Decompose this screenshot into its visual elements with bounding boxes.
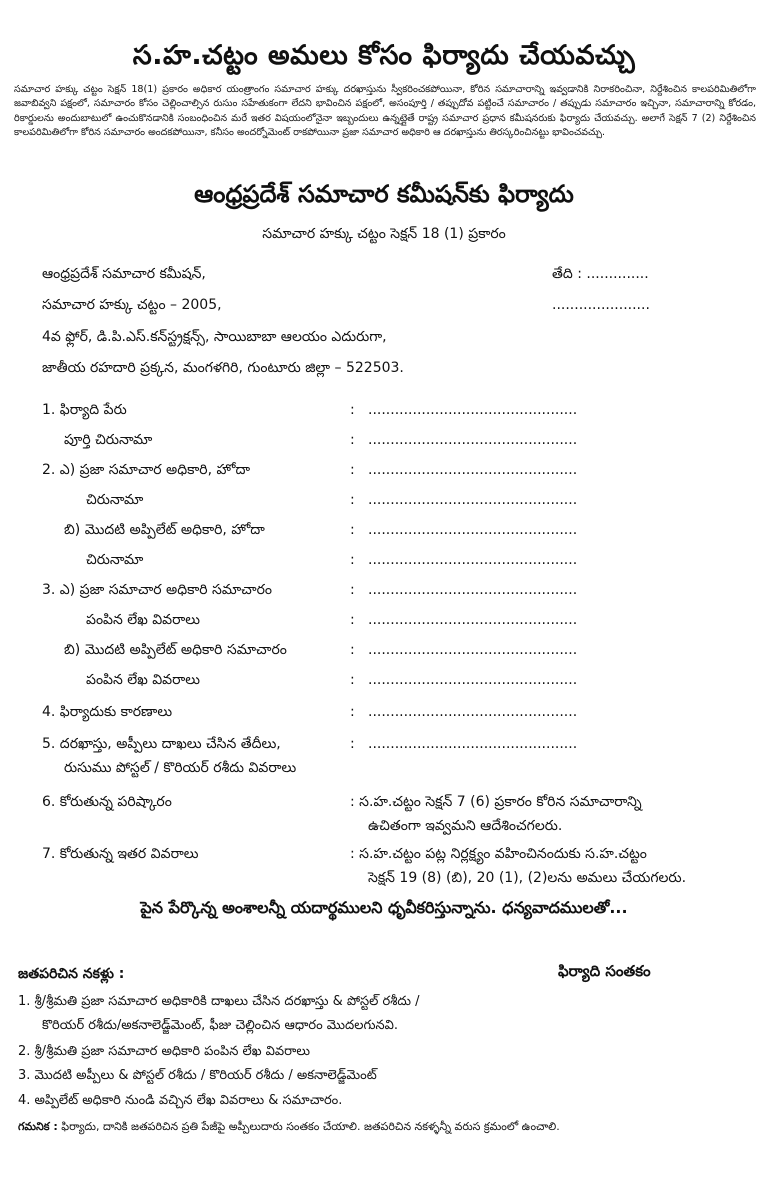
section-subtitle: సమాచార హక్కు చట్టం సెక్షన్ 18 (1) ప్రకారం xyxy=(262,226,506,242)
appellate-letter-field[interactable]: ............................................... xyxy=(368,672,578,688)
pio-info-field[interactable]: ............................................... xyxy=(368,582,578,598)
enclosure-item-1: 1. శ్రీ/శ్రీమతి ప్రజా సమాచార అధికారికి దాఖలు చేసిన దరఖాస్తు & పోస్టల్ రశీదు / xyxy=(18,994,420,1009)
appellate-designation-field[interactable]: ............................................... xyxy=(368,522,578,538)
signature-label: ఫిర్యాది సంతకం xyxy=(558,962,651,980)
address-line-1: ఆంధ్రప్రదేశ్ సమాచార కమీషన్, xyxy=(42,266,206,282)
other-details-value-1: : స.హ.చట్టం పట్ల నిర్లక్ష్యం వహించినందుకు స.హ.చట్టం xyxy=(350,846,647,862)
address-line-4: జాతీయ రహదారి ప్రక్కన, మంగళగిరి, గుంటూరు జిల్లా – 522503. xyxy=(42,360,404,376)
pio-address-label: చిరునామా xyxy=(86,492,144,508)
complaint-reasons-label: 4. ఫిర్యాదుకు కారణాలు xyxy=(42,704,173,720)
appellate-designation-label: బి) మొదటి అప్పిలేట్ అధికారి, హోదా xyxy=(64,522,265,538)
relief-sought-label: 6. కోరుతున్న పరిష్కారం xyxy=(42,794,172,810)
address-line-2: సమాచార హక్కు చట్టం – 2005, xyxy=(42,297,222,313)
row-colon: : xyxy=(350,672,355,688)
complainant-name-label: 1. ఫిర్యాది పేరు xyxy=(42,402,127,418)
pio-letter-field[interactable]: ............................................... xyxy=(368,612,578,628)
complaint-reasons-field[interactable]: ............................................... xyxy=(368,704,578,720)
other-details-label: 7. కోరుతున్న ఇతర వివరాలు xyxy=(42,846,199,862)
row-colon: : xyxy=(350,552,355,568)
enclosure-item-2: 2. శ్రీ/శ్రీమతి ప్రజా సమాచార అధికారి పంపిన లేఖ వివరాలు xyxy=(18,1044,311,1059)
main-title: స.హ.చట్టం అమలు కోసం ఫిర్యాదు చేయవచ్చు xyxy=(132,40,636,71)
note-label: గమనిక : xyxy=(18,1120,58,1133)
row-colon: : xyxy=(350,704,355,720)
row-colon: : xyxy=(350,736,355,752)
complainant-address-field[interactable]: ............................................... xyxy=(368,432,578,448)
enclosure-item-3: 3. మొదటి అప్పీలు & పోస్టల్ రశీదు / కొరియర్ రశీదు / అకనాలెడ్జ్‌మెంట్ xyxy=(18,1068,377,1083)
row-colon: : xyxy=(350,492,355,508)
address-line-3: 4వ ఫ్లోర్, డి.పి.ఎస్.కన్‌స్ట్రక్షన్స్, సాయిబాబా ఆలయం ఎదురుగా, xyxy=(42,329,387,345)
pio-designation-field[interactable]: ............................................... xyxy=(368,462,578,478)
row-colon: : xyxy=(350,402,355,418)
date-blank[interactable]: ...................... xyxy=(552,297,650,313)
appellate-info-label: బి) మొదటి అప్పిలేట్ అధికారి సమాచారం xyxy=(64,642,287,658)
row-colon: : xyxy=(350,462,355,478)
intro-paragraph: సమాచార హక్కు చట్టం సెక్షన్ 18(1) ప్రకారం అధికార యంత్రాంగం సమాచార హక్కు దరఖాస్తును స్వీకరించకపోయినా, కోరిన సమాచారాన్ని ఇవ్వడానికి నిరాకరించినా, నిర్దేశించిన కాలపరిమితిలోగా జవాబివ్వని పక్షంలో, సమాచారం కోసం చెల్లించాల్సిన రుసుం సహేతుకంగా లేదని భావించిన పక్షంలో, అసంపూర్తి / తప్పుదోవ పట్టించే సమాచారం / తప్పుడు సమాచారం ఇచ్చినా, సమాచారాన్ని కోరడం, రికార్డులను అందుబాటులో ఉంచుకొనడానికి సంబంధించిన మరే ఇతర విషయంలోనైనా ఇబ్బందులు ఉన్నట్లైతే రాష్ట్ర సమాచార ప్రధాన కమీషనరుకు ఫిర్యాదు చేయవచ్చు. అలాగే సెక్షన్ 7 (2) నిర్దేశించిన కాలపరిమితిలోగా కోరిన సమాచారం అందకపోయినా, కనీసం అందర్నోమెంట్ రాకపోయినా ప్రజా సమాచార అధికారి ఆ దరఖాస్తును తిరస్కరించినట్టు భావించవచ్చు. xyxy=(14,84,756,139)
other-details-value-2: సెక్షన్ 19 (8) (బి), 20 (1), (2)లను అమలు చేయగలరు. xyxy=(368,870,687,886)
appellate-address-field[interactable]: ............................................... xyxy=(368,552,578,568)
pio-letter-label: పంపిన లేఖ వివరాలు xyxy=(86,612,201,628)
filing-dates-label: 5. దరఖాస్తు, అప్పీలు దాఖలు చేసిన తేదీలు, xyxy=(42,736,281,752)
row-colon: : xyxy=(350,612,355,628)
pio-designation-label: 2. ఎ) ప్రజా సమాచార అధికారి, హోదా xyxy=(42,462,251,478)
pio-info-label: 3. ఎ) ప్రజా సమాచార అధికారి సమాచారం xyxy=(42,582,272,598)
appellate-info-field[interactable]: ............................................... xyxy=(368,642,578,658)
commission-title: ఆంధ్రప్రదేశ్ సమాచార కమీషన్‌కు ఫిర్యాదు xyxy=(194,180,574,208)
receipt-details-label: రుసుము పోస్టల్ / కొరియర్ రశీదు వివరాలు xyxy=(64,760,297,776)
enclosures-heading: జతపరిచిన నకళ్లు : xyxy=(18,966,125,982)
complainant-address-label: పూర్తి చిరునామా xyxy=(64,432,153,448)
relief-sought-value-2: ఉచితంగా ఇవ్వమని ఆదేశించగలరు. xyxy=(368,818,563,834)
row-colon: : xyxy=(350,582,355,598)
enclosure-item-4: 4. అప్పిలేట్ అధికారి నుండి వచ్చిన లేఖ వివరాలు & సమాచారం. xyxy=(18,1093,343,1108)
relief-sought-value-1: : స.హ.చట్టం సెక్షన్ 7 (6) ప్రకారం కోరిన సమాచారాన్ని xyxy=(350,794,642,810)
note-text: ఫిర్యాదు, దానికి జతపరిచిన ప్రతి పేజీపై అప్పీలుదారు సంతకం చేయాలి. జతపరిచిన నకళ్ళన్నీ వరుస క్రమంలో ఉంచాలి. xyxy=(57,1120,560,1133)
appellate-letter-label: పంపిన లేఖ వివరాలు xyxy=(86,672,201,688)
date-field[interactable]: తేది : .............. xyxy=(552,266,649,282)
row-colon: : xyxy=(350,642,355,658)
enclosure-item-1-cont: కొరియర్ రశీదు/అకనాలెడ్జ్‌మెంట్, ఫీజు చెల్లించిన ఆధారం మొదలగునవి. xyxy=(42,1018,399,1033)
filing-dates-field[interactable]: ............................................... xyxy=(368,736,578,752)
pio-address-field[interactable]: ............................................... xyxy=(368,492,578,508)
row-colon: : xyxy=(350,522,355,538)
declaration-text: పైన పేర్కొన్న అంశాలన్నీ యదార్థములని ధృవీకరిస్తున్నాను. ధన్యవాదములతో... xyxy=(140,898,628,917)
note-line xyxy=(18,1120,560,1136)
complainant-name-field[interactable]: ............................................... xyxy=(368,402,578,418)
appellate-address-label: చిరునామా xyxy=(86,552,144,568)
row-colon: : xyxy=(350,432,355,448)
